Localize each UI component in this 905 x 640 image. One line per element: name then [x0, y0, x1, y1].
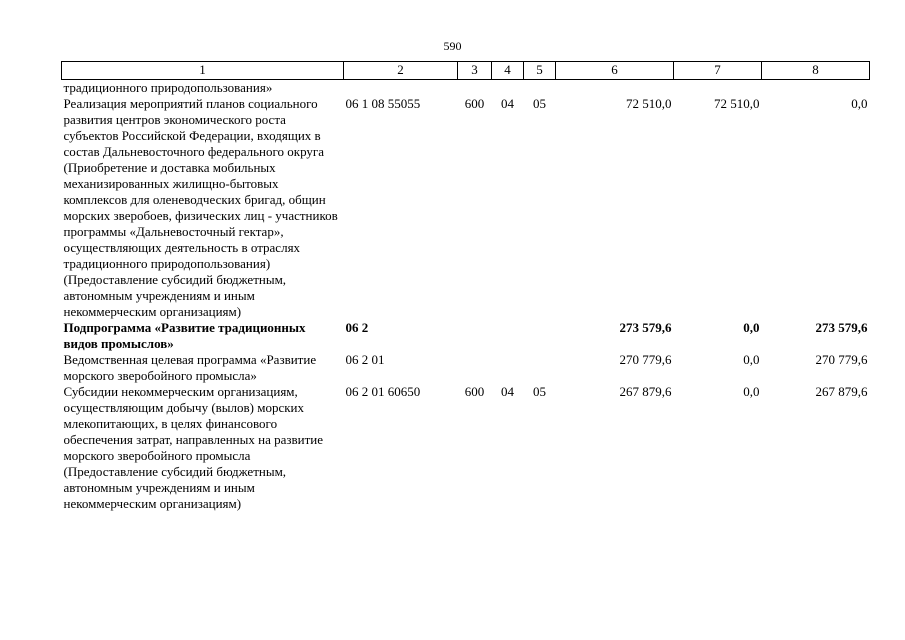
table-row: [62, 80, 870, 97]
row-pr-cell: [524, 352, 556, 384]
row-amount-cell: 0,0: [743, 384, 760, 399]
column-header: 3: [458, 62, 492, 80]
table-header-row: [62, 62, 870, 80]
row-rz-cell: [492, 320, 524, 352]
row-name-cell: традиционного природопользования»: [63, 80, 273, 95]
row-name-cell: Подпрограмма «Развитие традиционных видов промыслов»: [63, 320, 306, 351]
row-code-cell: 06 2 01 60650: [345, 384, 421, 399]
row-amount-cell: 267 879,6: [815, 384, 868, 399]
row-name-cell: Субсидии некоммерческим организациям, осуществляющим добычу (вылов) морских млекопитающих, в целях финансового обеспечения затрат, направленных на развитие морского зверобойного промысла (Предоставление субсидий бюджетным, автономным учреждениям и иным некоммерческим организациям): [63, 384, 323, 511]
row-pr-cell: 05: [533, 384, 546, 399]
column-header: 2: [344, 62, 458, 80]
row-amount-cell: 72 510,0: [626, 96, 672, 111]
row-vr-cell: 600: [464, 96, 485, 111]
row-vr-cell: [458, 352, 492, 384]
row-code-cell: 06 1 08 55055: [345, 96, 421, 111]
row-amount-cell: 273 579,6: [619, 320, 672, 335]
row-amount-cell: 0,0: [743, 320, 760, 335]
column-header: 1: [62, 62, 344, 80]
budget-table: [61, 61, 870, 512]
row-amount-cell: 72 510,0: [714, 96, 760, 111]
column-header: 8: [762, 62, 870, 80]
row-amount-cell: 270 779,6: [619, 352, 672, 367]
row-vr-cell: 600: [464, 384, 485, 399]
column-header: 4: [492, 62, 524, 80]
page-number: 590: [443, 39, 462, 53]
column-header: 7: [674, 62, 762, 80]
table-row: [62, 384, 870, 512]
row-code-cell: 06 2: [345, 320, 369, 335]
row-pr-cell: [524, 320, 556, 352]
row-amount-cell: 273 579,6: [815, 320, 868, 335]
row-amount-cell: 0,0: [743, 352, 760, 367]
row-rz-cell: 04: [501, 384, 514, 399]
row-name-cell: Ведомственная целевая программа «Развитие морского зверобойного промысла»: [63, 352, 317, 383]
column-header: 6: [556, 62, 674, 80]
row-pr-cell: 05: [533, 96, 546, 111]
row-amount-cell: [556, 80, 674, 97]
table-row: [62, 352, 870, 384]
row-amount-cell: 0,0: [851, 96, 868, 111]
row-code-cell: [344, 80, 458, 97]
column-header: 5: [524, 62, 556, 80]
row-vr-cell: [458, 320, 492, 352]
row-rz-cell: [492, 80, 524, 97]
table-row: [62, 320, 870, 352]
row-code-cell: 06 2 01: [345, 352, 385, 367]
table-row: [62, 96, 870, 320]
row-amount-cell: 267 879,6: [619, 384, 672, 399]
row-pr-cell: [524, 80, 556, 97]
row-rz-cell: 04: [501, 96, 514, 111]
row-name-cell: Реализация мероприятий планов социального развития центров экономического роста субъектов Российской Федерации, входящих в состав Дальневосточного федерального округа (Приобретение и доставка мобильных механизированных жилищно-бытовых комплексов для оленеводческих бригад, общин морских зверобоев, физических лиц - участников программы «Дальневосточный гектар», осуществляющих деятельность в отраслях традиционного природопользования) (Предоставление субсидий бюджетным, автономным учреждениям и иным некоммерческим организациям): [63, 96, 338, 319]
row-amount-cell: 270 779,6: [815, 352, 868, 367]
row-amount-cell: [674, 80, 762, 97]
row-vr-cell: [458, 80, 492, 97]
row-amount-cell: [762, 80, 870, 97]
row-rz-cell: [492, 352, 524, 384]
